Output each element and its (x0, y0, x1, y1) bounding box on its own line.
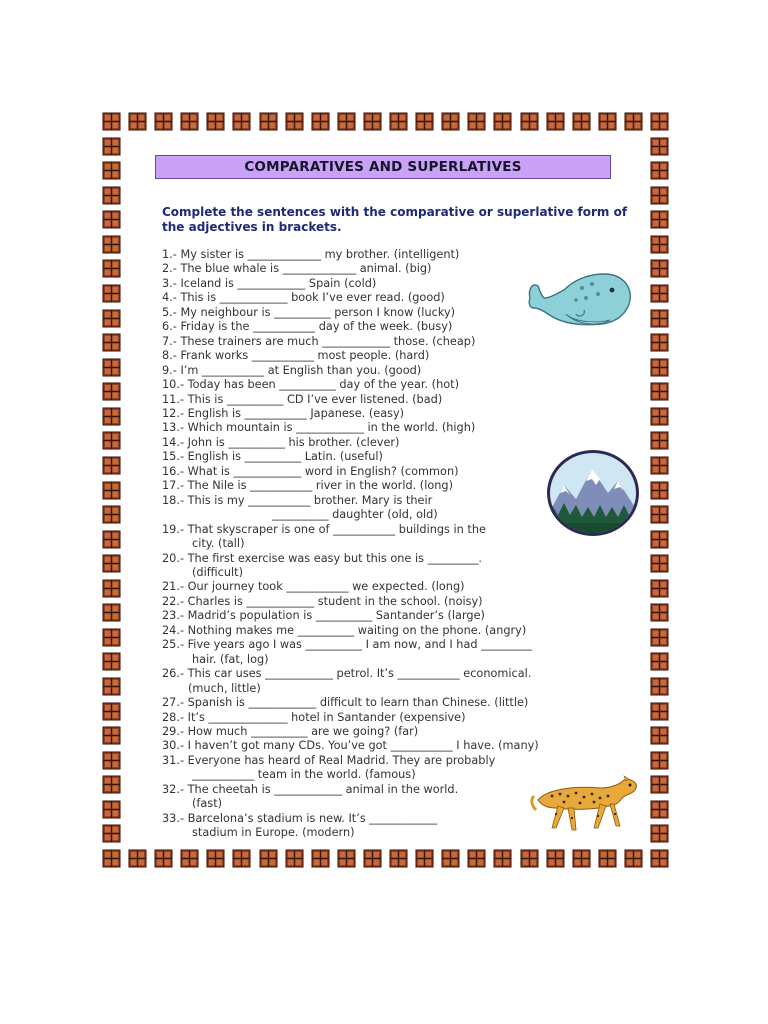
box-ornament-icon (650, 456, 669, 475)
cheetah-illustration (528, 770, 640, 836)
exercise-line: 1.- My sister is _____________ my brother. (intelligent) (162, 248, 460, 261)
box-ornament-icon (650, 628, 669, 647)
box-ornament-icon (102, 824, 121, 843)
exercise-line-continued: (much, little) (188, 681, 261, 695)
exercise-line: 10.- Today has been __________ day of the year. (hot) (162, 378, 459, 392)
box-ornament-icon (650, 554, 669, 573)
box-ornament-icon (102, 161, 121, 180)
box-ornament-icon (572, 849, 591, 868)
box-ornament-icon (102, 530, 121, 549)
box-ornament-icon (650, 677, 669, 696)
box-ornament-icon (650, 186, 669, 205)
box-ornament-icon (337, 112, 356, 131)
box-ornament-icon (598, 112, 617, 131)
box-ornament-icon (650, 751, 669, 770)
box-ornament-icon (102, 358, 121, 377)
cheetah-icon (528, 770, 640, 836)
box-ornament-icon (650, 603, 669, 622)
exercise-line: 33.- Barcelona’s stadium is new. It’s ____________ (162, 811, 438, 825)
box-ornament-icon (572, 112, 591, 131)
box-ornament-icon (337, 849, 356, 868)
exercise-line: 8.- Frank works ___________ most people. (hard) (162, 349, 430, 363)
box-ornament-icon (441, 849, 460, 868)
box-ornament-icon (650, 382, 669, 401)
exercise-line: 19.- That skyscraper is one of ___________ buildings in the (162, 522, 486, 536)
exercise-line-continued: (fast) (192, 797, 223, 811)
whale-illustration (526, 268, 634, 328)
box-ornament-icon (102, 284, 121, 303)
box-ornament-icon (650, 137, 669, 156)
exercise-line: 29.- How much __________ are we going? (far) (162, 724, 419, 738)
exercise-line: 17.- The Nile is ___________ river in the world. (long) (162, 479, 453, 493)
box-ornament-icon (546, 849, 565, 868)
exercise-line: 31.- Everyone has heard of Real Madrid. They are probably (162, 753, 496, 767)
box-ornament-icon (520, 112, 539, 131)
exercise-line: 12.- English is ___________ Japanese. (easy) (162, 406, 405, 420)
exercise-line-continued: __________ daughter (old, old) (272, 508, 438, 522)
box-ornament-icon (650, 726, 669, 745)
box-ornament-icon (206, 112, 225, 131)
box-ornament-icon (650, 259, 669, 278)
exercise-line: 6.- Friday is the ___________ day of the week. (busy) (162, 320, 453, 334)
box-ornament-icon (520, 849, 539, 868)
box-ornament-icon (154, 112, 173, 131)
box-ornament-icon (259, 849, 278, 868)
title-bar (155, 155, 611, 179)
exercise-line: 14.- John is __________ his brother. (clever) (162, 435, 400, 449)
exercise-line-continued: hair. (fat, log) (192, 652, 269, 666)
exercise-line: 24.- Nothing makes me __________ waiting on the phone. (angry) (162, 623, 527, 637)
box-ornament-icon (650, 849, 669, 868)
exercise-line-continued: stadium in Europe. (modern) (192, 826, 355, 840)
box-ornament-icon (311, 112, 330, 131)
box-ornament-icon (102, 382, 121, 401)
worksheet-title: COMPARATIVES AND SUPERLATIVES (244, 159, 522, 175)
box-ornament-icon (389, 112, 408, 131)
box-ornament-icon (624, 112, 643, 131)
box-ornament-icon (650, 481, 669, 500)
box-ornament-icon (102, 210, 121, 229)
exercise-line: 27.- Spanish is ____________ difficult to learn than Chinese. (little) (162, 696, 529, 710)
box-ornament-icon (102, 186, 121, 205)
box-ornament-icon (650, 652, 669, 671)
box-ornament-icon (546, 112, 565, 131)
exercise-line: 20.- The first exercise was easy but this one is _________. (162, 551, 482, 565)
box-ornament-icon (415, 112, 434, 131)
box-ornament-icon (102, 407, 121, 426)
exercise-line: 9.- I’m ___________ at English than you. (good) (162, 363, 422, 377)
box-ornament-icon (102, 751, 121, 770)
exercise-line-continued: (difficult) (192, 565, 243, 579)
exercise-line: 13.- Which mountain is ____________ in the world. (high) (162, 421, 476, 435)
box-ornament-icon (206, 849, 225, 868)
whale-icon (526, 268, 634, 328)
box-ornament-icon (598, 849, 617, 868)
box-ornament-icon (467, 112, 486, 131)
box-ornament-icon (363, 849, 382, 868)
box-ornament-icon (285, 849, 304, 868)
box-ornament-icon (441, 112, 460, 131)
exercise-line: 5.- My neighbour is __________ person I know (lucky) (162, 305, 456, 319)
box-ornament-icon (102, 481, 121, 500)
box-ornament-icon (102, 431, 121, 450)
exercise-line: 30.- I haven’t got many CDs. You’ve got ___________ I have. (many) (162, 739, 539, 753)
exercise-line-continued: ___________ team in the world. (famous) (192, 768, 416, 782)
box-ornament-icon (493, 112, 512, 131)
exercise-line: 21.- Our journey took ___________ we expected. (long) (162, 580, 465, 594)
exercise-line: 28.- It’s ______________ hotel in Santander (expensive) (162, 710, 466, 724)
exercise-line: 3.- Iceland is ____________ Spain (cold) (162, 276, 377, 290)
box-ornament-icon (650, 702, 669, 721)
box-ornament-icon (154, 849, 173, 868)
box-ornament-icon (493, 849, 512, 868)
box-ornament-icon (180, 112, 199, 131)
mountain-icon (546, 449, 640, 537)
box-ornament-icon (102, 333, 121, 352)
box-ornament-icon (102, 259, 121, 278)
box-ornament-icon (102, 235, 121, 254)
box-ornament-icon (650, 530, 669, 549)
box-ornament-icon (650, 579, 669, 598)
box-ornament-icon (102, 309, 121, 328)
exercise-line-continued: city. (tall) (192, 537, 245, 551)
box-ornament-icon (650, 309, 669, 328)
box-ornament-icon (102, 849, 121, 868)
box-ornament-icon (650, 505, 669, 524)
exercise-line: 26.- This car uses ____________ petrol. It’s ___________ economical. (162, 667, 532, 681)
box-ornament-icon (650, 235, 669, 254)
exercise-line: 22.- Charles is ____________ student in the school. (noisy) (162, 594, 483, 608)
box-ornament-icon (102, 112, 121, 131)
exercise-list (162, 248, 612, 841)
box-ornament-icon (102, 775, 121, 794)
exercise-line: 25.- Five years ago I was __________ I am now, and I had _________ (162, 638, 532, 652)
box-ornament-icon (650, 775, 669, 794)
box-ornament-icon (180, 849, 199, 868)
box-ornament-icon (102, 505, 121, 524)
box-ornament-icon (624, 849, 643, 868)
box-ornament-icon (102, 554, 121, 573)
box-ornament-icon (128, 112, 147, 131)
exercise-line: 32.- The cheetah is ____________ animal in the world. (162, 782, 459, 796)
box-ornament-icon (102, 603, 121, 622)
box-ornament-icon (650, 333, 669, 352)
box-ornament-icon (232, 112, 251, 131)
exercise-line: 15.- English is __________ Latin. (useful) (162, 450, 383, 464)
exercise-line: 2.- The blue whale is _____________ animal. (big) (162, 262, 432, 276)
box-ornament-icon (102, 702, 121, 721)
box-ornament-icon (467, 849, 486, 868)
instructions: Complete the sentences with the comparative or superlative form of the adjectives in brackets. (162, 205, 628, 234)
box-ornament-icon (650, 358, 669, 377)
box-ornament-icon (102, 800, 121, 819)
box-ornament-icon (128, 849, 147, 868)
box-ornament-icon (650, 824, 669, 843)
box-ornament-icon (363, 112, 382, 131)
exercise-line: 18.- This is my ___________ brother. Mary is their (162, 493, 433, 507)
exercise-line: 16.- What is ____________ word in English? (common) (162, 464, 459, 478)
exercise-line: 4.- This is ____________ book I’ve ever read. (good) (162, 291, 445, 305)
box-ornament-icon (650, 284, 669, 303)
box-ornament-icon (102, 726, 121, 745)
box-ornament-icon (650, 407, 669, 426)
exercise-line: 7.- These trainers are much ____________ those. (cheap) (162, 334, 476, 348)
box-ornament-icon (650, 210, 669, 229)
exercise-line: 11.- This is __________ CD I’ve ever listened. (bad) (162, 392, 443, 406)
box-ornament-icon (311, 849, 330, 868)
box-ornament-icon (650, 112, 669, 131)
exercise-line: 23.- Madrid’s population is __________ Santander’s (large) (162, 609, 485, 623)
box-ornament-icon (102, 677, 121, 696)
box-ornament-icon (102, 652, 121, 671)
box-ornament-icon (285, 112, 304, 131)
mountain-illustration (546, 449, 640, 537)
box-ornament-icon (650, 431, 669, 450)
box-ornament-icon (232, 849, 251, 868)
box-ornament-icon (259, 112, 278, 131)
box-ornament-icon (102, 456, 121, 475)
box-ornament-icon (650, 800, 669, 819)
box-ornament-icon (415, 849, 434, 868)
box-ornament-icon (650, 161, 669, 180)
box-ornament-icon (102, 628, 121, 647)
box-ornament-icon (102, 579, 121, 598)
box-ornament-icon (389, 849, 408, 868)
box-ornament-icon (102, 137, 121, 156)
